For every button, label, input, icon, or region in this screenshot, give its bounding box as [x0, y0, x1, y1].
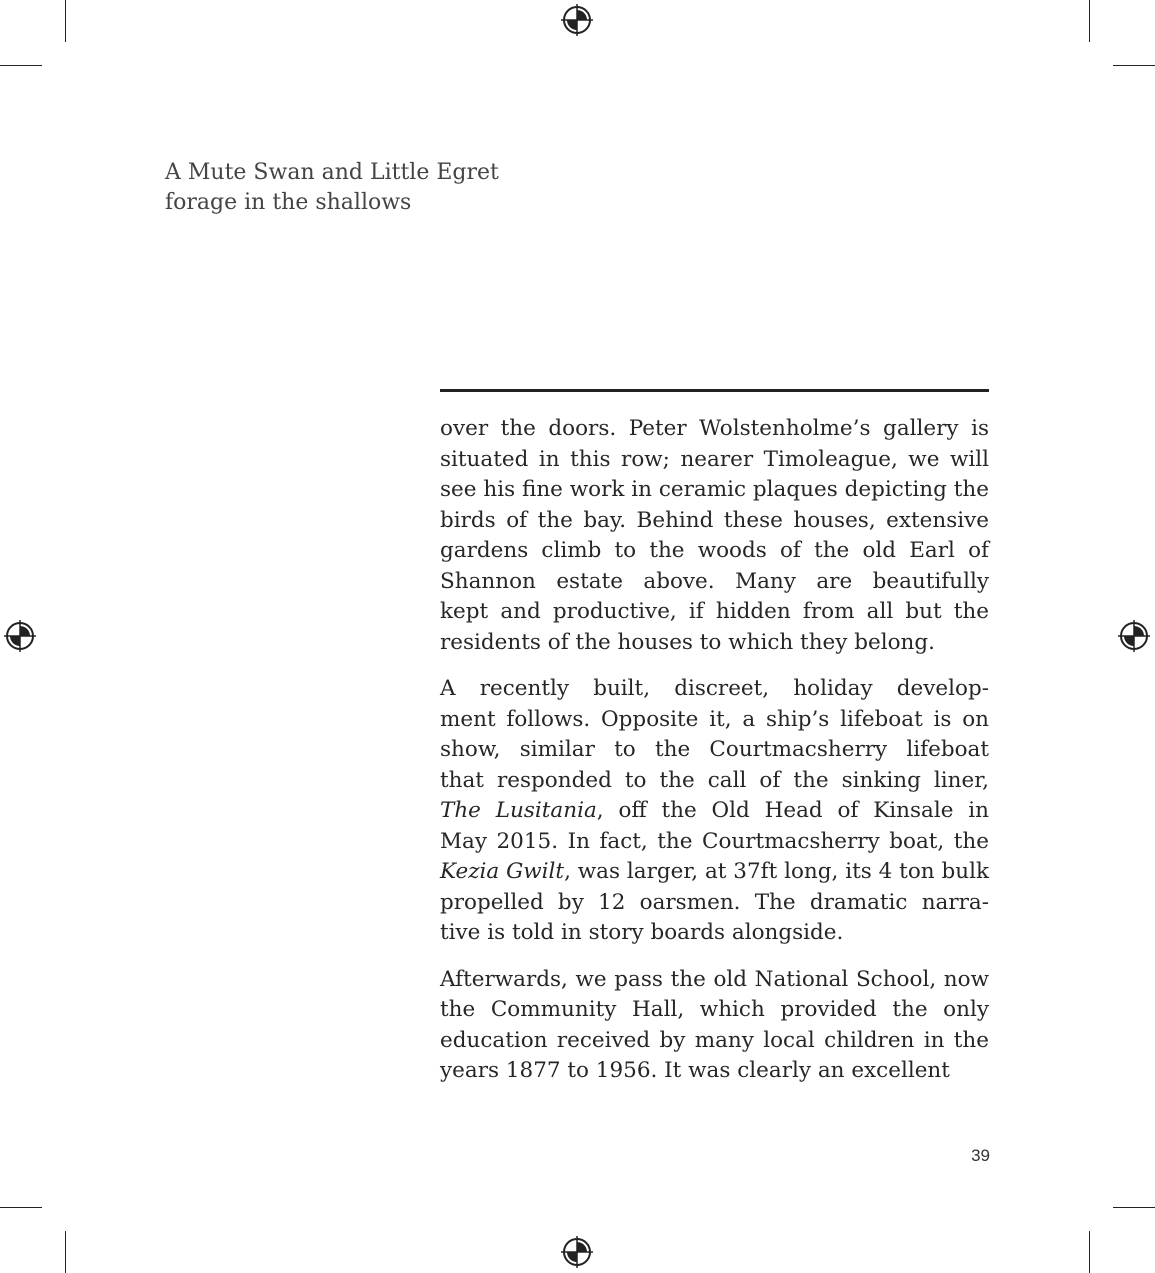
text-segment: Afterwards, we pass the old National School, now: [440, 966, 989, 992]
text-line: [440, 445, 989, 476]
text-segment: show, similar to the Courtmacsherry lifeboat: [440, 737, 989, 762]
crop-mark-bottom-left-vertical: [65, 1231, 66, 1273]
text-line: [440, 735, 989, 766]
body-paragraph: [440, 674, 989, 949]
text-segment: residents of the houses to which they belong.: [440, 629, 936, 655]
crop-mark-bottom-right-vertical: [1089, 1231, 1090, 1273]
text-line: [440, 628, 989, 659]
text-line: [440, 796, 989, 827]
text-line: [440, 827, 989, 858]
text-segment: propelled by 12 oarsmen. The dramatic narra-: [440, 889, 989, 915]
text-line: [440, 674, 989, 705]
text-segment: kept and productive, if hidden from all but the: [440, 599, 989, 624]
text-segment: education received by many local children in the: [440, 1027, 989, 1053]
text-line: [440, 414, 989, 445]
text-segment: years 1877 to 1956. It was clearly an excellent: [440, 1058, 950, 1083]
text-line: [440, 766, 989, 797]
text-line: [440, 1056, 989, 1087]
caption-line: A Mute Swan and Little Egret: [165, 160, 499, 185]
text-segment: gardens climb to the woods of the old Earl of: [440, 538, 989, 563]
text-segment: May 2015. In fact, the Courtmacsherry boat, the: [440, 828, 989, 854]
registration-target-icon: [560, 1235, 594, 1269]
text-line: [440, 857, 989, 888]
crop-mark-bottom-right-horizontal: [1113, 1207, 1155, 1208]
text-line: [440, 475, 989, 506]
text-segment: , was larger, at 37ft long, its 4 ton bulk: [564, 859, 989, 884]
crop-mark-top-left-vertical: [65, 0, 66, 42]
text-segment: that responded to the call of the sinking liner,: [440, 767, 989, 793]
registration-target-icon: [1117, 619, 1151, 653]
text-segment: birds of the bay. Behind these houses, extensive: [440, 507, 989, 533]
crop-mark-bottom-left-horizontal: [0, 1207, 42, 1208]
caption-line: forage in the shallows: [165, 190, 412, 215]
text-segment: situated in this row; nearer Timoleague, we will: [440, 446, 989, 472]
crop-mark-top-right-vertical: [1089, 0, 1090, 42]
italic-title: The Lusitania: [440, 798, 597, 823]
text-segment: Shannon estate above. Many are beautifully: [440, 568, 989, 594]
text-line: [440, 918, 989, 949]
text-line: [440, 995, 989, 1026]
text-line: [440, 888, 989, 919]
text-line: [440, 597, 989, 628]
crop-mark-top-left-horizontal: [0, 65, 42, 66]
body-paragraph: [440, 414, 989, 658]
registration-target-icon: [3, 619, 37, 653]
body-text: [440, 414, 989, 1103]
text-line: [440, 506, 989, 537]
text-segment: the Community Hall, which provided the only: [440, 997, 989, 1022]
section-rule: [440, 389, 989, 392]
text-segment: ment follows. Opposite it, a ship’s lifeboat is on: [440, 706, 989, 732]
text-line: [440, 705, 989, 736]
photo-caption: [165, 158, 545, 218]
text-segment: over the doors. Peter Wolstenholme’s gallery is: [440, 416, 989, 441]
italic-title: Kezia Gwilt: [440, 859, 565, 884]
text-segment: tive is told in story boards alongside.: [440, 920, 844, 945]
body-paragraph: [440, 965, 989, 1087]
text-line: [440, 567, 989, 598]
text-segment: , off the Old Head of Kinsale in: [596, 798, 989, 823]
registration-target-icon: [560, 3, 594, 37]
text-segment: A recently built, discreet, holiday develop-: [440, 676, 989, 701]
text-line: [440, 965, 989, 996]
crop-mark-top-right-horizontal: [1113, 65, 1155, 66]
text-line: [440, 1026, 989, 1057]
text-line: [440, 536, 989, 567]
page-number: 39: [971, 1146, 990, 1165]
text-segment: see his fine work in ceramic plaques depicting the: [440, 477, 989, 502]
